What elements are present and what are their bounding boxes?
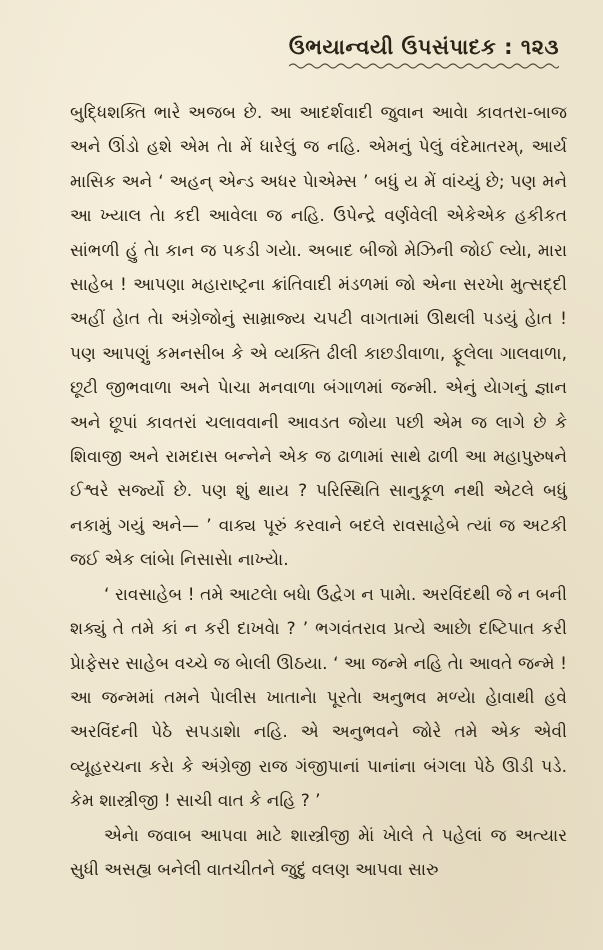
wavy-rule-ornament (289, 62, 559, 70)
paragraph: એનેા જવાબ આપવા માટે શાસ્ત્રીજી મેાં ખેાલે તે પહેલાં જ અત્યાર સુધી અસહ્ય બનેલી વાતચીતને જુદું વલણ આપવા સારુ (70, 825, 567, 880)
body-text (70, 96, 567, 887)
paragraph: બુદ્ધિશક્તિ ભારે અજબ છે. આ આદર્શવાદી જુવાન આવેા કાવતરા-બાજ અને ઊંડો હશે એમ તેા મેં ધારેલું જ નહિ. એમનું પેલું વંદેમાતરમ્, આર્ય માસિક અને ‘ અહન્ એન્ડ અધર પેાએમ્સ ’ બધું ય મેં વાંચ્યું છે; પણ મને આ ખ્યાલ તેા કદી આવેલા જ નહિ. ઉપેન્દ્રે વર્ણવેલી એકેએક હકીકત સાંભળી હું તેા કાન જ પકડી ગયેા. અબાદ બીજો મેઝિની જોઈ લ્યેા, મારા સાહેબ ! આપણા મહારાષ્ટ્રના ક્રાંતિવાદી મંડળમાં જો એના સરખેા મુત્સદ્દી અહીં હેાત તેા અંગ્રેજોનું સામ્રાજ્ય ચપટી વાગતામાં ઊથલી પડયું હેાત ! પણ આપણું કમનસીબ કે એ વ્યક્તિ ઢીલી કાછડીવાળા, ફૂલેલા ગાલવાળા, છૂટી જીભવાળા અને પેાચા મનવાળા બંગાળમાં જન્મી. એનું યેાગનું જ્ઞાન અને છૂપાં કાવતરાં ચલાવવાની આવડત જોયા પછી એમ જ લાગે છે કે શિવાજી અને રામદાસ બન્નેને એક જ ઢાળામાં સાથે ઢાળી આ મહાપુરુષને ઈશ્વરે સર્જ્યો છે. પણ શું થાય ? પરિસ્થિતિ સાનુકૂળ નથી એટલે બધું નકામું ગયું અને— ’ વાક્ય પૂરું કરવાને બદલે રાવસાહેબે ત્યાં જ અટકી જઈ એક લાંબેા નિસાસેા નાખ્યેા. (70, 103, 567, 571)
paragraph: ‘ રાવસાહેબ ! તમે આટલેા બધેા ઉદ્વેગ ન પામેા. અરવિંદથી જે ન બની શક્યું તે તમે કાં ન કરી દાખવેા ? ’ ભગવંતરાવ પ્રત્યે આછેા દષ્ટિપાત કરી પ્રેાફેસર સાહેબ વચ્ચે જ બેાલી ઊઠયા. ‘ આ જન્મે નહિ તેા આવતે જન્મે ! આ જન્મમાં તમને પેાલીસ ખાતાનેા પૂરતેા અનુભવ મળ્યેા હેાવાથી હવે અરવિંદની પેઠે સપડાશેા નહિ. એ અનુભવને જોરે તમે એક એવી વ્યૂહરચના કરેા કે અંગ્રેજી રાજ ગંજીપાનાં પાનાંના બંગલા પેઠે ઊડી પડે. કેમ શાસ્ત્રીજી ! સાચી વાત કે નહિ ? ’ (70, 584, 567, 812)
running-head: ઉભયાન્વયી ઉપસંપાદક : ૧૨૩ (288, 35, 559, 59)
